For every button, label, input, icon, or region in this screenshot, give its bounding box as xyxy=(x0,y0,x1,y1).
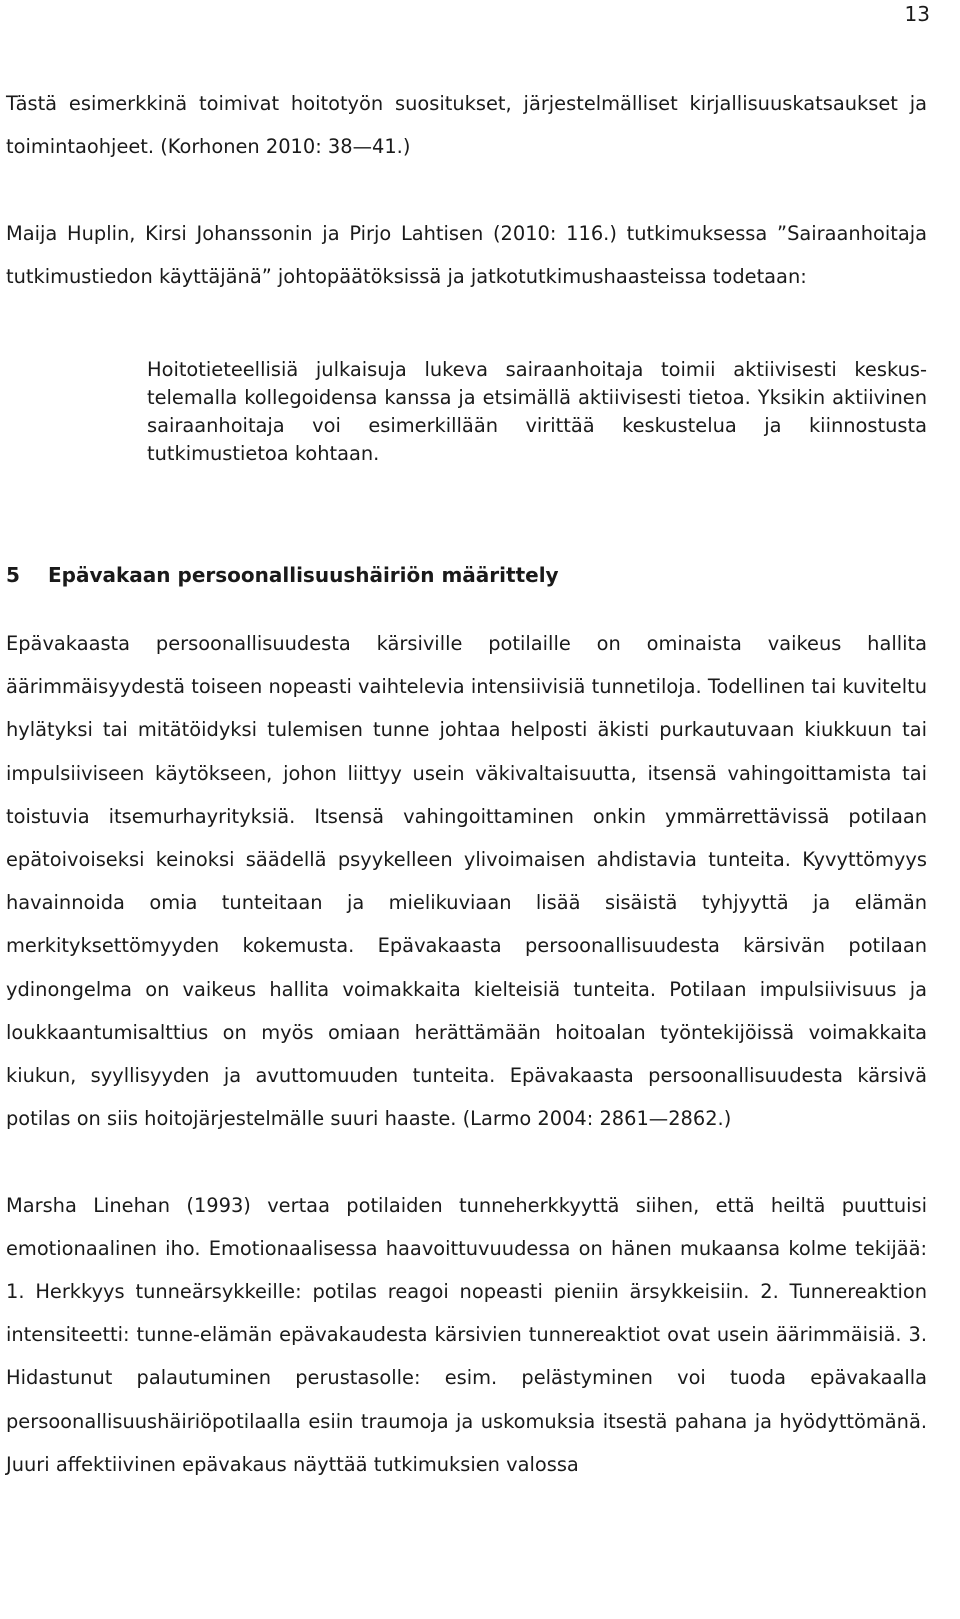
paragraph-definition: Epävakaasta persoonallisuudesta kärsiville potilaille on ominaista vaikeus hallita äärimmäisyydestä toiseen nopeasti vaihtelevia intensiivisiä tunnetiloja. Todellinen tai kuviteltu hylätyksi tai mitätöidyksi tulemisen tunne johtaa helposti äkisti purkautuvaan kiukkuun tai impulsiiviseen käytökseen, johon liittyy usein väkivaltaisuutta, itsensä vahingoittamista tai toistuvia itsemurhayrityksiä. Itsensä vahingoittaminen onkin ymmärrettävissä potilaan epätoivoiseksi keinoksi säädellä psyykelleen ylivoimaisen ahdistavia tunteita. Kyvyttömyys havainnoida omia tunteitaan ja mielikuviaan lisää sisäistä tyhjyyttä ja elämän merkityksettömyyden kokemusta. Epävakaasta persoonallisuudesta kärsivän potilaan ydinongelma on vaikeus hallita voimakkaita kielteisiä tunteita. Potilaan impulsiivisuus ja loukkaantumisalttius on myös omiaan herättämään hoitoalan työntekijöissä voimakkaita kiukun, syyllisyyden ja avuttomuuden tunteita. Epävakaasta persoonallisuudesta kärsivä potilas on siis hoitojärjestelmälle suuri haaste. (Larmo 2004: 2861—2862.) xyxy=(6,632,927,1131)
paragraph-study: Maija Huplin, Kirsi Johanssonin ja Pirjo Lahtisen (2010: 116.) tutkimuksessa ”Sairaanhoitaja tutkimustiedon käyttäjänä” johtopäätöksissä ja jatkotutkimushaasteissa todetaan: xyxy=(6,221,927,288)
paragraph-intro: Tästä esimerkkinä toimivat hoitotyön suositukset, järjestelmälliset kirjallisuuskatsaukset ja toimintaohjeet. (Korhonen 2010: 38—41.) xyxy=(6,92,927,159)
document-body xyxy=(6,82,927,1486)
section-heading xyxy=(6,560,927,590)
paragraph-linehan: Marsha Linehan (1993) vertaa potilaiden tunneherkkyyttä siihen, että heiltä puuttuisi emotionaalinen iho. Emotionaalisessa haavoittuvuudessa on hänen mukaansa kolme tekijää: 1. Herkkyys tunneärsykkeille: potilas reagoi nopeasti pieniin ärsykkeisiin. 2. Tunnereaktion intensiteetti: tunne-elämän epävakaudesta kärsivien tunnereaktiot ovat usein äärimmäisiä. 3. Hidastunut palautuminen perustasolle: esim. pelästyminen voi tuoda epävakaalla persoonallisuushäiriöpotilaalla esiin traumoja ja uskomuksia itsestä pahana ja hyödyttömänä. Juuri affektiivinen epävakaus näyttää tutkimuksien valossa xyxy=(6,1193,927,1476)
section-number: 5 xyxy=(6,563,20,587)
page-number: 13 xyxy=(904,2,930,26)
block-quote: Hoitotieteellisiä julkaisuja lukeva sairaanhoitaja toimii aktiivisesti keskustelemalla kollegoidensa kanssa ja etsimällä aktiivisesti tietoa. Yksikin aktiivinen sairaanhoitaja voi esimerkillään virittää keskustelua ja kiinnostusta tutkimustietoa kohtaan. xyxy=(147,358,927,465)
section-title: Epävakaan persoonallisuushäiriön määrittely xyxy=(48,563,559,587)
